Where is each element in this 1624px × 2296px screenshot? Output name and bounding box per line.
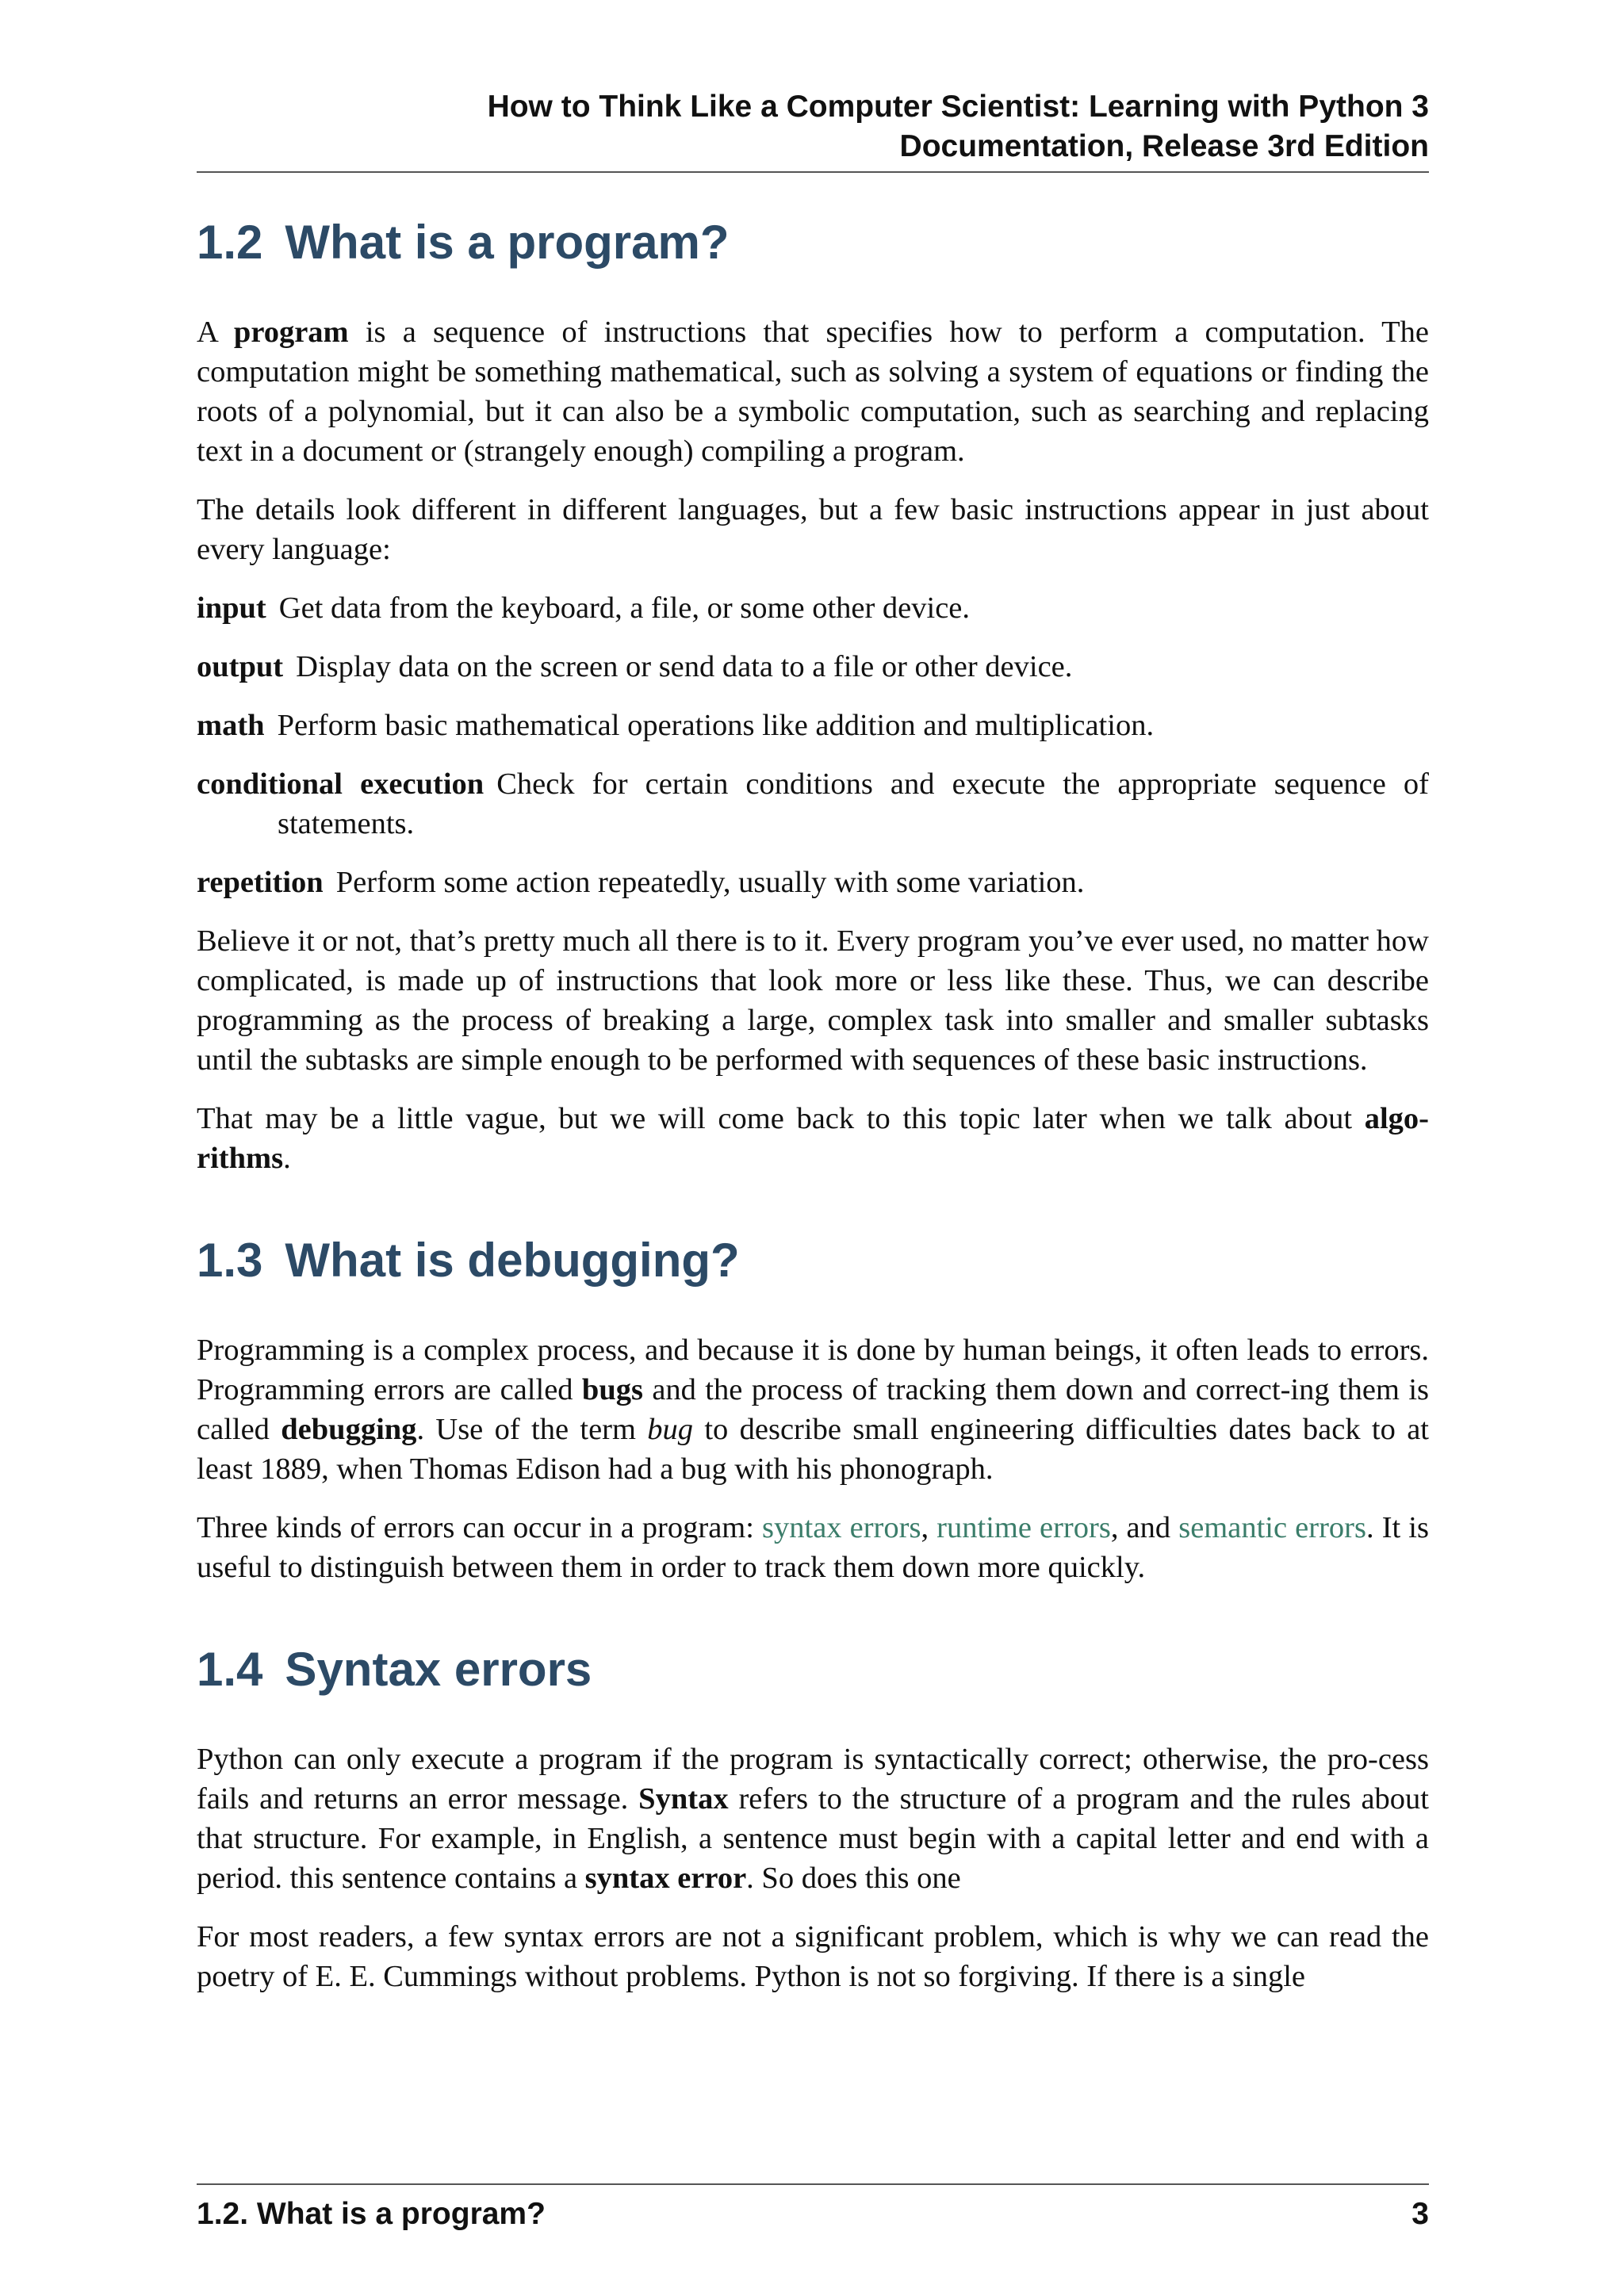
- page-body: [197, 87, 1429, 1996]
- footer-section-title: 1.2. What is a program?: [197, 2197, 546, 2231]
- paragraph: A program is a sequence of instructions that specifies how to perform a computation. The computation might be something mathematical, such as solving a system of equations or finding the roots of a polynomial, but it can also be a symbolic computation, such as searching and replacing text in a document or (strangely enough) compiling a program.: [197, 316, 1430, 468]
- bold-term: algo-rithms: [197, 1102, 1429, 1175]
- header-line-2: Documentation, Release 3rd Edition: [899, 129, 1429, 163]
- paragraph: Believe it or not, that’s pretty much all there is to it. Every program you’ve ever used, no matter how complicated, is made up of instructions that look more or less like these. Thus, we can describe programming as the process of breaking a large, complex task into smaller and smaller subtasks until the subtasks are simple enough to be performed with sequences of these basic instructions.: [197, 924, 1429, 1077]
- definition-item-conditional-execution: conditional execution Check for certain conditions and execute the appropriate sequence of statements.: [197, 767, 1430, 840]
- section-number: 1.4: [197, 1643, 263, 1696]
- definition-item-output: output Display data on the screen or send data to a file or other device.: [197, 650, 1073, 683]
- paragraph: The details look different in different languages, but a few basic instructions appear in just about every language:: [197, 493, 1429, 566]
- paragraph: Python can only execute a program if the program is syntactically correct; otherwise, the pro-cess fails and returns an error message. Syntax refers to the structure of a program and the rules about that structure. For example, in English, a sentence must begin with a capital letter and end with a period. this sentence contains a syntax error. So does this one: [197, 1743, 1429, 1895]
- italic-term: bug: [647, 1413, 694, 1446]
- definition-item-math: math Perform basic mathematical operations like addition and multiplication.: [197, 709, 1155, 742]
- running-header: [197, 87, 1429, 173]
- paragraph: Programming is a complex process, and because it is done by human beings, it often leads to errors. Programming errors are called bugs and the process of tracking them down and correct-ing them is called debugging. Use of the term bug to describe small engineering difficulties dates back to at least 1889, when Thomas Edison had a bug with his phonograph.: [197, 1334, 1429, 1486]
- paragraph: Three kinds of errors can occur in a program: syntax errors, runtime errors, and semantic errors. It is useful to distinguish between them in order to track them down more quickly.: [197, 1511, 1429, 1584]
- page-number: 3: [1411, 2197, 1429, 2231]
- bold-term: Syntax: [638, 1782, 729, 1816]
- section-heading-1-4: [197, 1641, 1429, 1698]
- link-semantic-errors[interactable]: semantic errors: [1178, 1511, 1366, 1544]
- section-number: 1.3: [197, 1234, 263, 1287]
- section-title: Syntax errors: [285, 1643, 592, 1696]
- definition-item-input: input Get data from the keyboard, a file, or some other device.: [197, 591, 971, 625]
- section-title: What is a program?: [285, 216, 730, 269]
- definition-item-repetition: repetition Perform some action repeatedly, usually with some variation.: [197, 866, 1085, 899]
- bold-term: bugs: [581, 1373, 643, 1406]
- paragraph: For most readers, a few syntax errors are not a significant problem, which is why we can read the poetry of E. E. Cummings without problems. Python is not so forgiving. If there is a single: [197, 1920, 1429, 1993]
- section-number: 1.2: [197, 216, 263, 269]
- header-line-1: How to Think Like a Computer Scientist: Learning with Python 3: [487, 90, 1429, 124]
- paragraph: That may be a little vague, but we will come back to this topic later when we talk about algo-rithms.: [197, 1102, 1429, 1175]
- section-heading-1-2: [197, 214, 1429, 271]
- bold-term: syntax error: [584, 1862, 747, 1895]
- link-runtime-errors[interactable]: runtime errors: [936, 1511, 1111, 1544]
- section-title: What is debugging?: [285, 1234, 740, 1287]
- bold-term: debugging: [281, 1413, 417, 1446]
- link-syntax-errors[interactable]: syntax errors: [762, 1511, 921, 1544]
- section-heading-1-3: [197, 1232, 1429, 1289]
- page-footer: [197, 2183, 1429, 2234]
- bold-term: program: [233, 316, 349, 349]
